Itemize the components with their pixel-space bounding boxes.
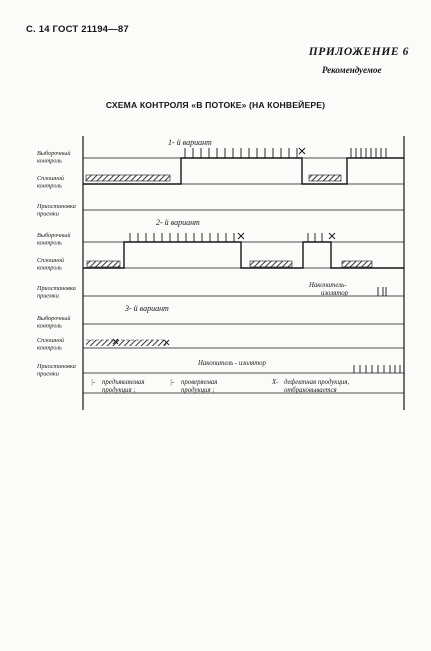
variant-2-ticks [130, 233, 322, 242]
variant-2-continuous-block-3 [342, 261, 372, 267]
appendix-title: ПРИЛОЖЕНИЕ 6 [308, 46, 409, 58]
variant-2 [83, 218, 404, 297]
variant-3-storage-ticks [354, 365, 400, 373]
row-labels [36, 150, 76, 378]
legend-text-presented: предъявляемая продукция ; [102, 379, 145, 394]
row-label-continuous-3: Сплошной контроль [37, 337, 65, 352]
variant-1-defect-mark [299, 148, 305, 154]
variant-3-continuous-block [86, 340, 166, 346]
legend-symbol-defective: X- [272, 379, 279, 386]
row-label-sampling-3: Выборочный контроль [37, 315, 71, 330]
variant-2-label: 2- й вариант [156, 218, 200, 227]
variant-1-continuous-block-2 [309, 175, 341, 181]
variant-2-continuous-block-2 [250, 261, 292, 267]
variant-2-defect-marks [238, 233, 335, 239]
appendix-status: Рекомендуемое [322, 65, 382, 75]
legend-symbol-presented: |- [91, 379, 96, 386]
row-label-suspension-2: Приостановка приемки [37, 285, 76, 300]
variant-2-storage-ticks [378, 287, 386, 296]
variant-3-label: 3- й вариант [125, 304, 169, 313]
row-label-suspension-1: Приостановка приемки [37, 203, 76, 218]
variant-1-continuous-block-1 [86, 175, 170, 181]
row-label-suspension-3: Приостановка приемки [37, 363, 76, 378]
variant-2-storage-label: Накопитель-изолятор [309, 282, 349, 297]
variant-1-ticks [185, 148, 386, 158]
variant-1-label: 1- й вариант [168, 138, 212, 147]
legend-text-defective: дефектная продукция, отбраковывается [284, 379, 350, 394]
legend [91, 379, 349, 394]
row-label-continuous-2: Сплошной контроль [37, 257, 65, 272]
variant-3 [83, 304, 404, 373]
legend-symbol-checked: |- [170, 379, 175, 386]
variant-3-storage-label: Накопитель - изолятор [198, 360, 266, 367]
row-label-sampling-2: Выборочный контроль [37, 232, 71, 247]
variant-2-continuous-block-1 [87, 261, 120, 267]
scheme-title: СХЕМА КОНТРОЛЯ «В ПОТОКЕ» (НА КОНВЕЙЕРЕ) [105, 100, 326, 110]
page-header: С. 14 ГОСТ 21194—87 [26, 24, 129, 35]
variant-1 [83, 138, 404, 210]
legend-text-checked: проверяемая продукция ; [181, 379, 218, 394]
row-label-sampling-1: Выборочный контроль [37, 150, 71, 165]
row-label-continuous-1: Сплошной контроль [37, 175, 65, 190]
